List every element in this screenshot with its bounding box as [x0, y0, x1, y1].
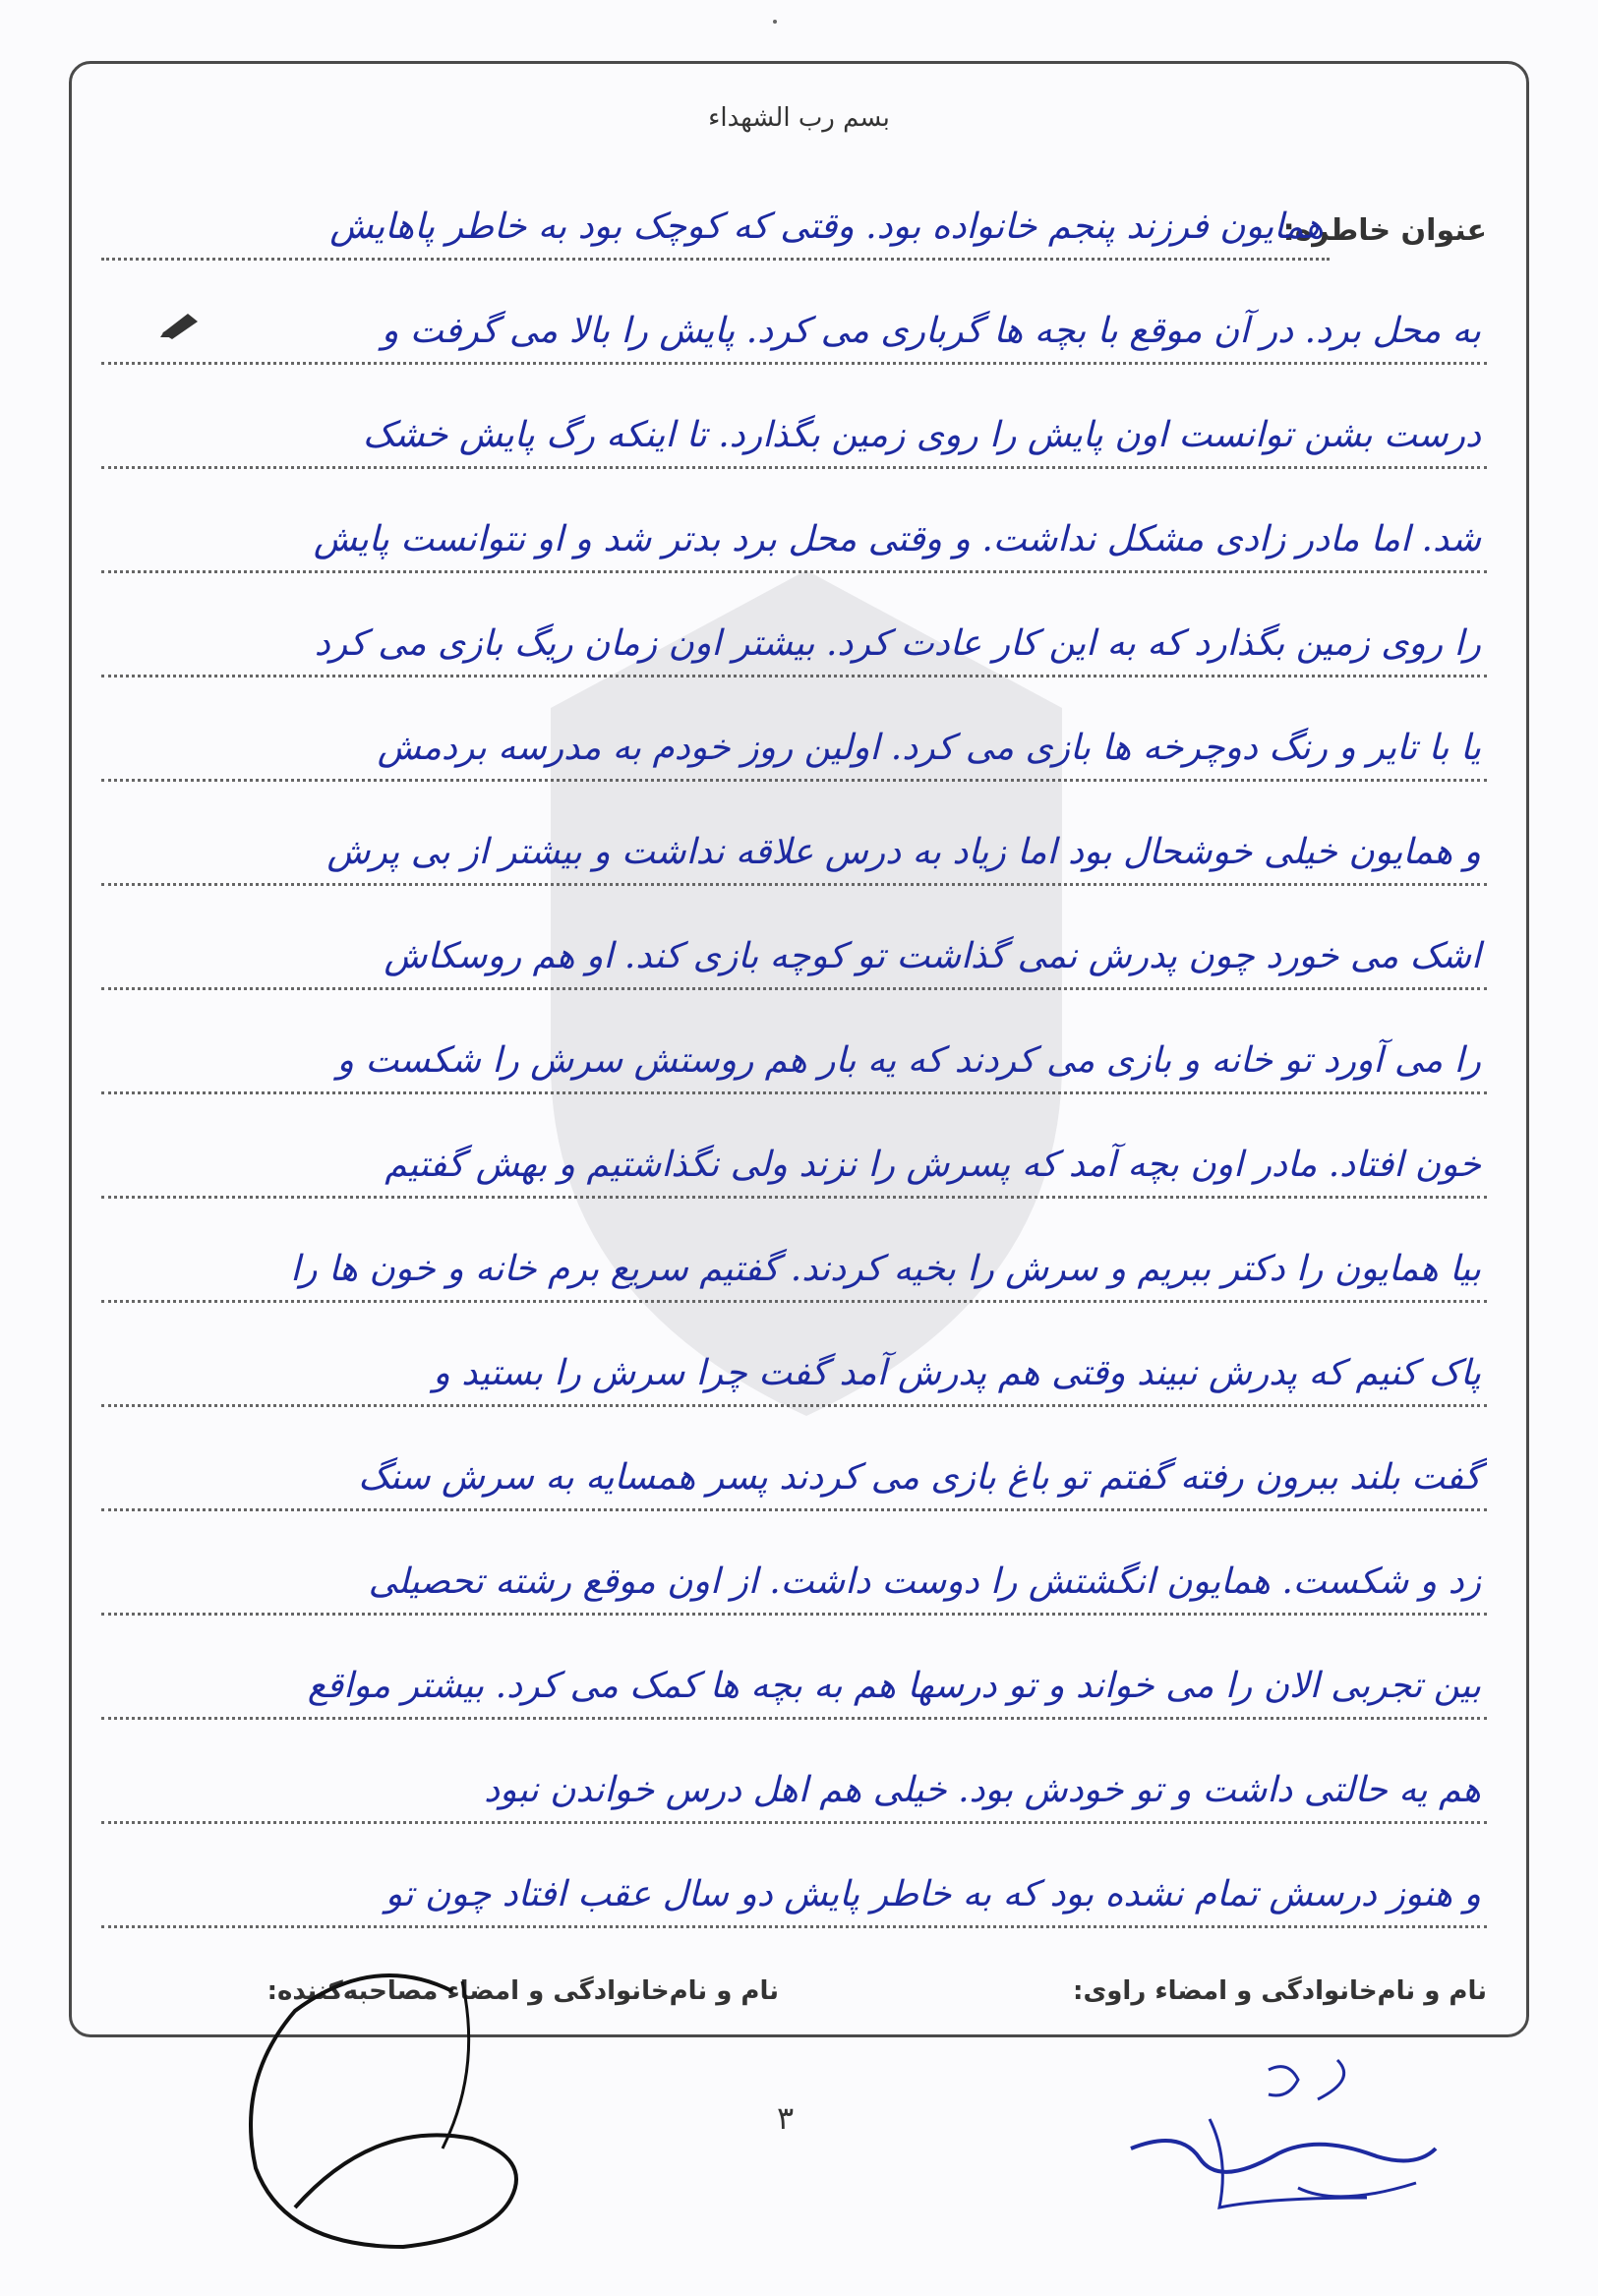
- handwritten-line: بیا همایون را دکتر ببریم و سرش را بخیه کردند. گفتیم سریع برم خانه و خون ها را: [101, 1244, 1487, 1303]
- handwritten-line: گفت بلند ببرون رفته گفتم تو باغ بازی می کردند پسر همسایه به سرش سنگ: [101, 1452, 1487, 1511]
- handwritten-line: را روی زمین بگذارد که به این کار عادت کرد. بیشتر اون زمان ریگ بازی می کرد: [101, 618, 1487, 677]
- page-header: بسم رب الشهداء: [708, 103, 890, 133]
- handwritten-line: را می آورد تو خانه و بازی می کردند که یه بار هم روستش سرش را شکست و: [101, 1035, 1487, 1094]
- handwritten-line: بین تجربی الان را می خواند و تو درسها هم به بچه ها کمک می کرد. بیشتر مواقع: [101, 1661, 1487, 1720]
- handwritten-line: درست بشن توانست اون پایش را روی زمین بگذارد. تا اینکه رگ پایش خشک: [101, 410, 1487, 469]
- handwritten-line: و همایون خیلی خوشحال بود اما زیاد به درس علاقه نداشت و بیشتر از بی پرش: [101, 827, 1487, 886]
- handwritten-line: اشک می خورد چون پدرش نمی گذاشت تو کوچه بازی کند. او هم روسکاش: [101, 931, 1487, 990]
- handwritten-line: خون افتاد. مادر اون بچه آمد که پسرش را نزند ولی نگذاشتیم و بهش گفتیم: [101, 1140, 1487, 1199]
- document-frame: [69, 61, 1529, 2037]
- handwritten-line: به محل برد. در آن موقع با بچه ها گرباری می کرد. پایش را بالا می گرفت و: [101, 306, 1487, 365]
- handwritten-line: شد. اما مادر زادی مشکل نداشت. و وقتی محل برد بدتر شد و او نتوانست پایش: [101, 514, 1487, 573]
- handwritten-line: زد و شکست. همایون انگشتش را دوست داشت. از اون موقع رشته تحصیلی: [101, 1557, 1487, 1616]
- interviewer-signature-label: نام و نام‌خانوادگی و امضاء مصاحبه‌کننده:: [266, 1976, 779, 2006]
- handwritten-lines: [72, 64, 1526, 2034]
- pencil-icon: [158, 310, 204, 339]
- handwritten-line: پاک کنیم که پدرش نبیند وقتی هم پدرش آمد گفت چرا سرش را بستید و: [101, 1348, 1487, 1407]
- handwritten-line: هم یه حالتی داشت و تو خودش بود. خیلی هم اهل درس خواندن نبود: [101, 1765, 1487, 1824]
- handwritten-line: و هنوز درسش تمام نشده بود که به خاطر پایش دو سال عقب افتاد چون تو: [101, 1869, 1487, 1928]
- narrator-signature: [177, 1952, 570, 2296]
- top-dot: [773, 20, 777, 24]
- handwritten-line: همایون فرزند پنجم خانواده بود. وقتی که کوچک بود به خاطر پاهایش: [101, 202, 1330, 261]
- narrator-signature-label: نام و نام‌خانوادگی و امضاء راوی:: [1073, 1976, 1487, 2006]
- handwritten-line: یا با تایر و رنگ دوچرخه ها بازی می کرد. اولین روز خودم به مدرسه بردمش: [101, 723, 1487, 782]
- memory-title-label: عنوان خاطره:: [1282, 213, 1487, 248]
- interviewer-signature: [1121, 2040, 1446, 2237]
- page-number: ۳: [777, 2099, 795, 2137]
